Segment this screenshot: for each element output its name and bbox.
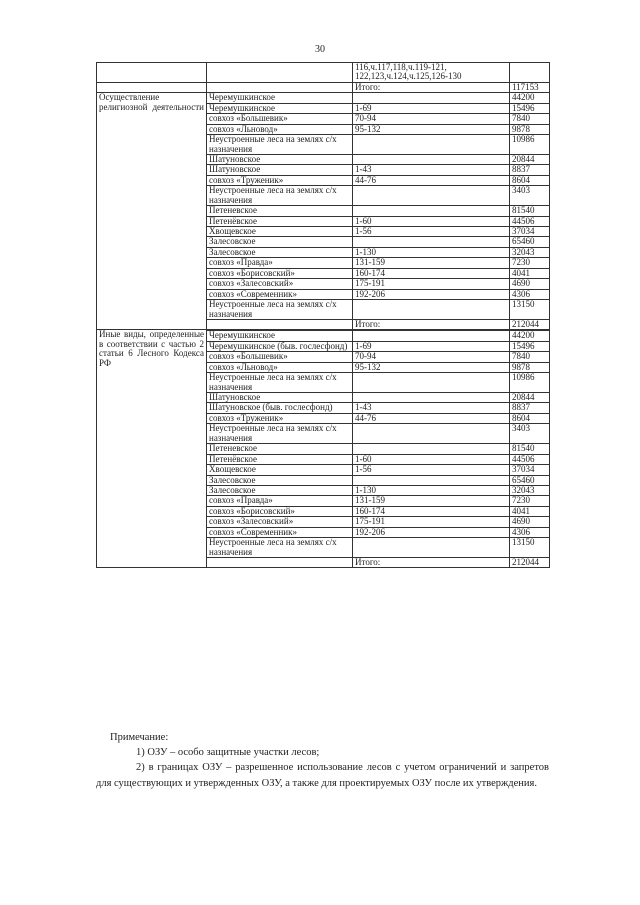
- total-value-cell: 212044: [510, 319, 550, 329]
- forestry-cell: Хвощевское: [207, 465, 353, 475]
- forestry-cell: Залесовское: [207, 247, 353, 257]
- area-cell: 81540: [510, 206, 550, 216]
- area-cell: 37034: [510, 227, 550, 237]
- area-cell: 15496: [510, 341, 550, 351]
- forestry-cell: Неустроенные леса на землях с/х назначения: [207, 300, 353, 320]
- area-cell: 4690: [510, 517, 550, 527]
- quarters-cell: [353, 393, 510, 403]
- quarters-cell: [353, 93, 510, 103]
- area-cell: 7840: [510, 352, 550, 362]
- forestry-cell: совхоз «Залесовский»: [207, 517, 353, 527]
- area-cell: 8604: [510, 175, 550, 185]
- forestry-cell: совхоз «Борисовский»: [207, 506, 353, 516]
- forestry-cell: Черемушкинское: [207, 103, 353, 113]
- area-cell: 44506: [510, 454, 550, 464]
- quarters-cell: 44-76: [353, 413, 510, 423]
- forestry-cell: Шатуновское: [207, 165, 353, 175]
- quarters-cell: 1-69: [353, 341, 510, 351]
- forestry-cell: Петеневское: [207, 444, 353, 454]
- forestry-cell: Шатуновское: [207, 154, 353, 164]
- area-cell: 20844: [510, 154, 550, 164]
- area-cell: 13150: [510, 538, 550, 558]
- quarters-cell: 1-130: [353, 247, 510, 257]
- forestry-cell: Шатуновское: [207, 393, 353, 403]
- area-cell: 81540: [510, 444, 550, 454]
- forestry-cell: Хвощевское: [207, 227, 353, 237]
- category-cell: [97, 63, 207, 83]
- area-cell: [510, 63, 550, 83]
- quarters-cell: 70-94: [353, 352, 510, 362]
- forestry-cell: совхоз «Льновод»: [207, 124, 353, 134]
- quarters-cell: 192-206: [353, 527, 510, 537]
- forestry-cell: совхоз «Залесовский»: [207, 279, 353, 289]
- area-cell: 8604: [510, 413, 550, 423]
- area-cell: 4690: [510, 279, 550, 289]
- table-row: [97, 63, 550, 83]
- quarters-cell: 1-43: [353, 403, 510, 413]
- area-cell: 3403: [510, 424, 550, 444]
- forestry-cell: совхоз «Труженик»: [207, 175, 353, 185]
- quarters-cell: 175-191: [353, 279, 510, 289]
- forestry-cell: совхоз «Борисовский»: [207, 268, 353, 278]
- quarters-cell: [353, 424, 510, 444]
- quarters-cell: [353, 373, 510, 393]
- quarters-cell: 160-174: [353, 268, 510, 278]
- quarters-cell: [353, 300, 510, 320]
- category-cell: Иные виды, определенные в соответствии с частью 2 статьи 6 Лесного Кодекса РФ: [97, 330, 207, 568]
- notes-title: Примечание:: [110, 732, 169, 743]
- category-cell: Осуществление религиозной деятельности: [97, 93, 207, 330]
- area-cell: 8837: [510, 165, 550, 175]
- notes-section: [96, 730, 549, 791]
- forestry-cell: [207, 82, 353, 92]
- forestry-cell: Петенёвское: [207, 216, 353, 226]
- table-body: [97, 63, 550, 568]
- area-cell: 44200: [510, 93, 550, 103]
- forestry-cell: Петеневское: [207, 206, 353, 216]
- area-cell: 13150: [510, 300, 550, 320]
- quarters-cell: 1-60: [353, 454, 510, 464]
- area-cell: 8837: [510, 403, 550, 413]
- quarters-cell: [353, 237, 510, 247]
- quarters-cell: 1-56: [353, 227, 510, 237]
- quarters-cell: [353, 154, 510, 164]
- area-cell: 44506: [510, 216, 550, 226]
- area-cell: 7840: [510, 114, 550, 124]
- quarters-cell: [353, 538, 510, 558]
- quarters-cell: [353, 135, 510, 155]
- quarters-cell: 1-130: [353, 485, 510, 495]
- quarters-cell: 1-56: [353, 465, 510, 475]
- area-cell: 10986: [510, 373, 550, 393]
- area-cell: 117153: [510, 82, 550, 92]
- quarters-cell: 131-159: [353, 258, 510, 268]
- forestry-cell: Петенёвское: [207, 454, 353, 464]
- table-row: [97, 93, 550, 103]
- forestry-cell: [207, 319, 353, 329]
- note-item: 2) в границах ОЗУ – разрешенное использование лесов с учетом ограничений и запретов для существующих и утвержденных ОЗУ, а также для проектируемых ОЗУ после их утверждения.: [96, 762, 549, 789]
- area-cell: 10986: [510, 135, 550, 155]
- quarters-cell: 1-60: [353, 216, 510, 226]
- quarters-cell: [353, 444, 510, 454]
- area-cell: 44200: [510, 331, 550, 341]
- forestry-cell: совхоз «Льновод»: [207, 362, 353, 372]
- quarters-cell: 175-191: [353, 517, 510, 527]
- forestry-cell: Неустроенные леса на землях с/х назначения: [207, 186, 353, 206]
- area-cell: 65460: [510, 475, 550, 485]
- forest-allocation-table: [96, 62, 550, 568]
- quarters-cell: 44-76: [353, 175, 510, 185]
- area-cell: 20844: [510, 393, 550, 403]
- area-cell: 4041: [510, 268, 550, 278]
- area-cell: 4306: [510, 289, 550, 299]
- forestry-cell: Залесовское: [207, 237, 353, 247]
- total-value-cell: 212044: [510, 558, 550, 568]
- area-cell: 7230: [510, 496, 550, 506]
- page-number: 30: [315, 44, 325, 55]
- forestry-cell: Черемушкинское (быв. гослесфонд): [207, 341, 353, 351]
- quarters-cell: 95-132: [353, 124, 510, 134]
- area-cell: 7230: [510, 258, 550, 268]
- forestry-cell: Неустроенные леса на землях с/х назначения: [207, 373, 353, 393]
- quarters-cell: 1-43: [353, 165, 510, 175]
- quarters-cell: 160-174: [353, 506, 510, 516]
- forestry-cell: Залесовское: [207, 485, 353, 495]
- area-cell: 32043: [510, 247, 550, 257]
- quarters-cell: 95-132: [353, 362, 510, 372]
- quarters-cell: 116,ч.117,118,ч.119-121, 122,123,ч.124,ч.125,126-130: [353, 63, 510, 83]
- area-cell: 3403: [510, 186, 550, 206]
- area-cell: 9878: [510, 362, 550, 372]
- quarters-cell: 70-94: [353, 114, 510, 124]
- total-label-cell: Итого:: [353, 558, 510, 568]
- area-cell: 37034: [510, 465, 550, 475]
- area-cell: 4041: [510, 506, 550, 516]
- total-label-cell: Итого:: [353, 319, 510, 329]
- area-cell: 9878: [510, 124, 550, 134]
- area-cell: 4306: [510, 527, 550, 537]
- forestry-cell: [207, 558, 353, 568]
- quarters-cell: [353, 186, 510, 206]
- area-cell: 15496: [510, 103, 550, 113]
- forestry-cell: Неустроенные леса на землях с/х назначения: [207, 538, 353, 558]
- table-row: [97, 82, 550, 92]
- forestry-cell: совхоз «Большевик»: [207, 114, 353, 124]
- forestry-cell: Черемушкинское: [207, 93, 353, 103]
- forestry-cell: Неустроенные леса на землях с/х назначения: [207, 424, 353, 444]
- quarters-cell: 131-159: [353, 496, 510, 506]
- forestry-cell: совхоз «Современник»: [207, 289, 353, 299]
- forestry-cell: [207, 63, 353, 83]
- quarters-cell: 1-69: [353, 103, 510, 113]
- forestry-cell: Неустроенные леса на землях с/х назначения: [207, 135, 353, 155]
- quarters-cell: [353, 475, 510, 485]
- area-cell: 32043: [510, 485, 550, 495]
- area-cell: 65460: [510, 237, 550, 247]
- quarters-cell: [353, 206, 510, 216]
- category-cell: [97, 82, 207, 92]
- forestry-cell: совхоз «Труженик»: [207, 413, 353, 423]
- forestry-cell: совхоз «Современник»: [207, 527, 353, 537]
- note-item: 1) ОЗУ – особо защитные участки лесов;: [136, 747, 320, 759]
- forestry-cell: совхоз «Правда»: [207, 496, 353, 506]
- forestry-cell: Шатуновское (быв. гослесфонд): [207, 403, 353, 413]
- quarters-cell: Итого:: [353, 82, 510, 92]
- forestry-cell: Черемушкинское: [207, 331, 353, 341]
- quarters-cell: [353, 331, 510, 341]
- forestry-cell: совхоз «Большевик»: [207, 352, 353, 362]
- forestry-cell: совхоз «Правда»: [207, 258, 353, 268]
- forestry-cell: Залесовское: [207, 475, 353, 485]
- quarters-cell: 192-206: [353, 289, 510, 299]
